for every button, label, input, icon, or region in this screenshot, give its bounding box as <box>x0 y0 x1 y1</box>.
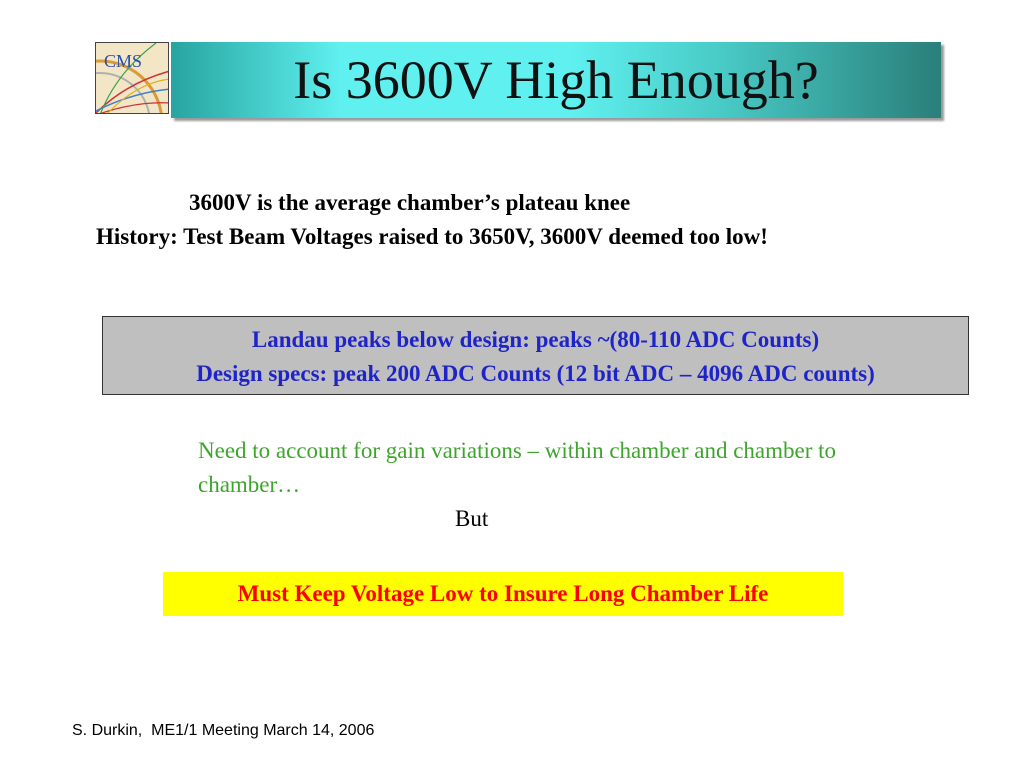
landau-line-1: Landau peaks below design: peaks ~(80-110 ADC Counts) <box>251 327 820 352</box>
intro-line-1: 3600V is the average chamber’s plateau knee <box>189 190 631 215</box>
footer-credit: S. Durkin, ME1/1 Meeting March 14, 2006 <box>72 722 375 739</box>
cms-logo <box>95 42 169 114</box>
conclusion-box: Must Keep Voltage Low to Insure Long Chamber Life <box>163 572 843 616</box>
landau-line-2: Design specs: peak 200 ADC Counts (12 bit ADC – 4096 ADC counts) <box>196 361 875 386</box>
gain-variation-note: Need to account for gain variations – within chamber and chamber to chamber… <box>198 438 837 497</box>
landau-box <box>102 316 969 395</box>
logo-text: CMS <box>104 51 143 71</box>
page-title: Is 3600V High Enough? <box>293 50 819 110</box>
intro-line-2: History: Test Beam Voltages raised to 3650V, 3600V deemed too low! <box>96 224 768 249</box>
but-text: But <box>455 506 489 531</box>
